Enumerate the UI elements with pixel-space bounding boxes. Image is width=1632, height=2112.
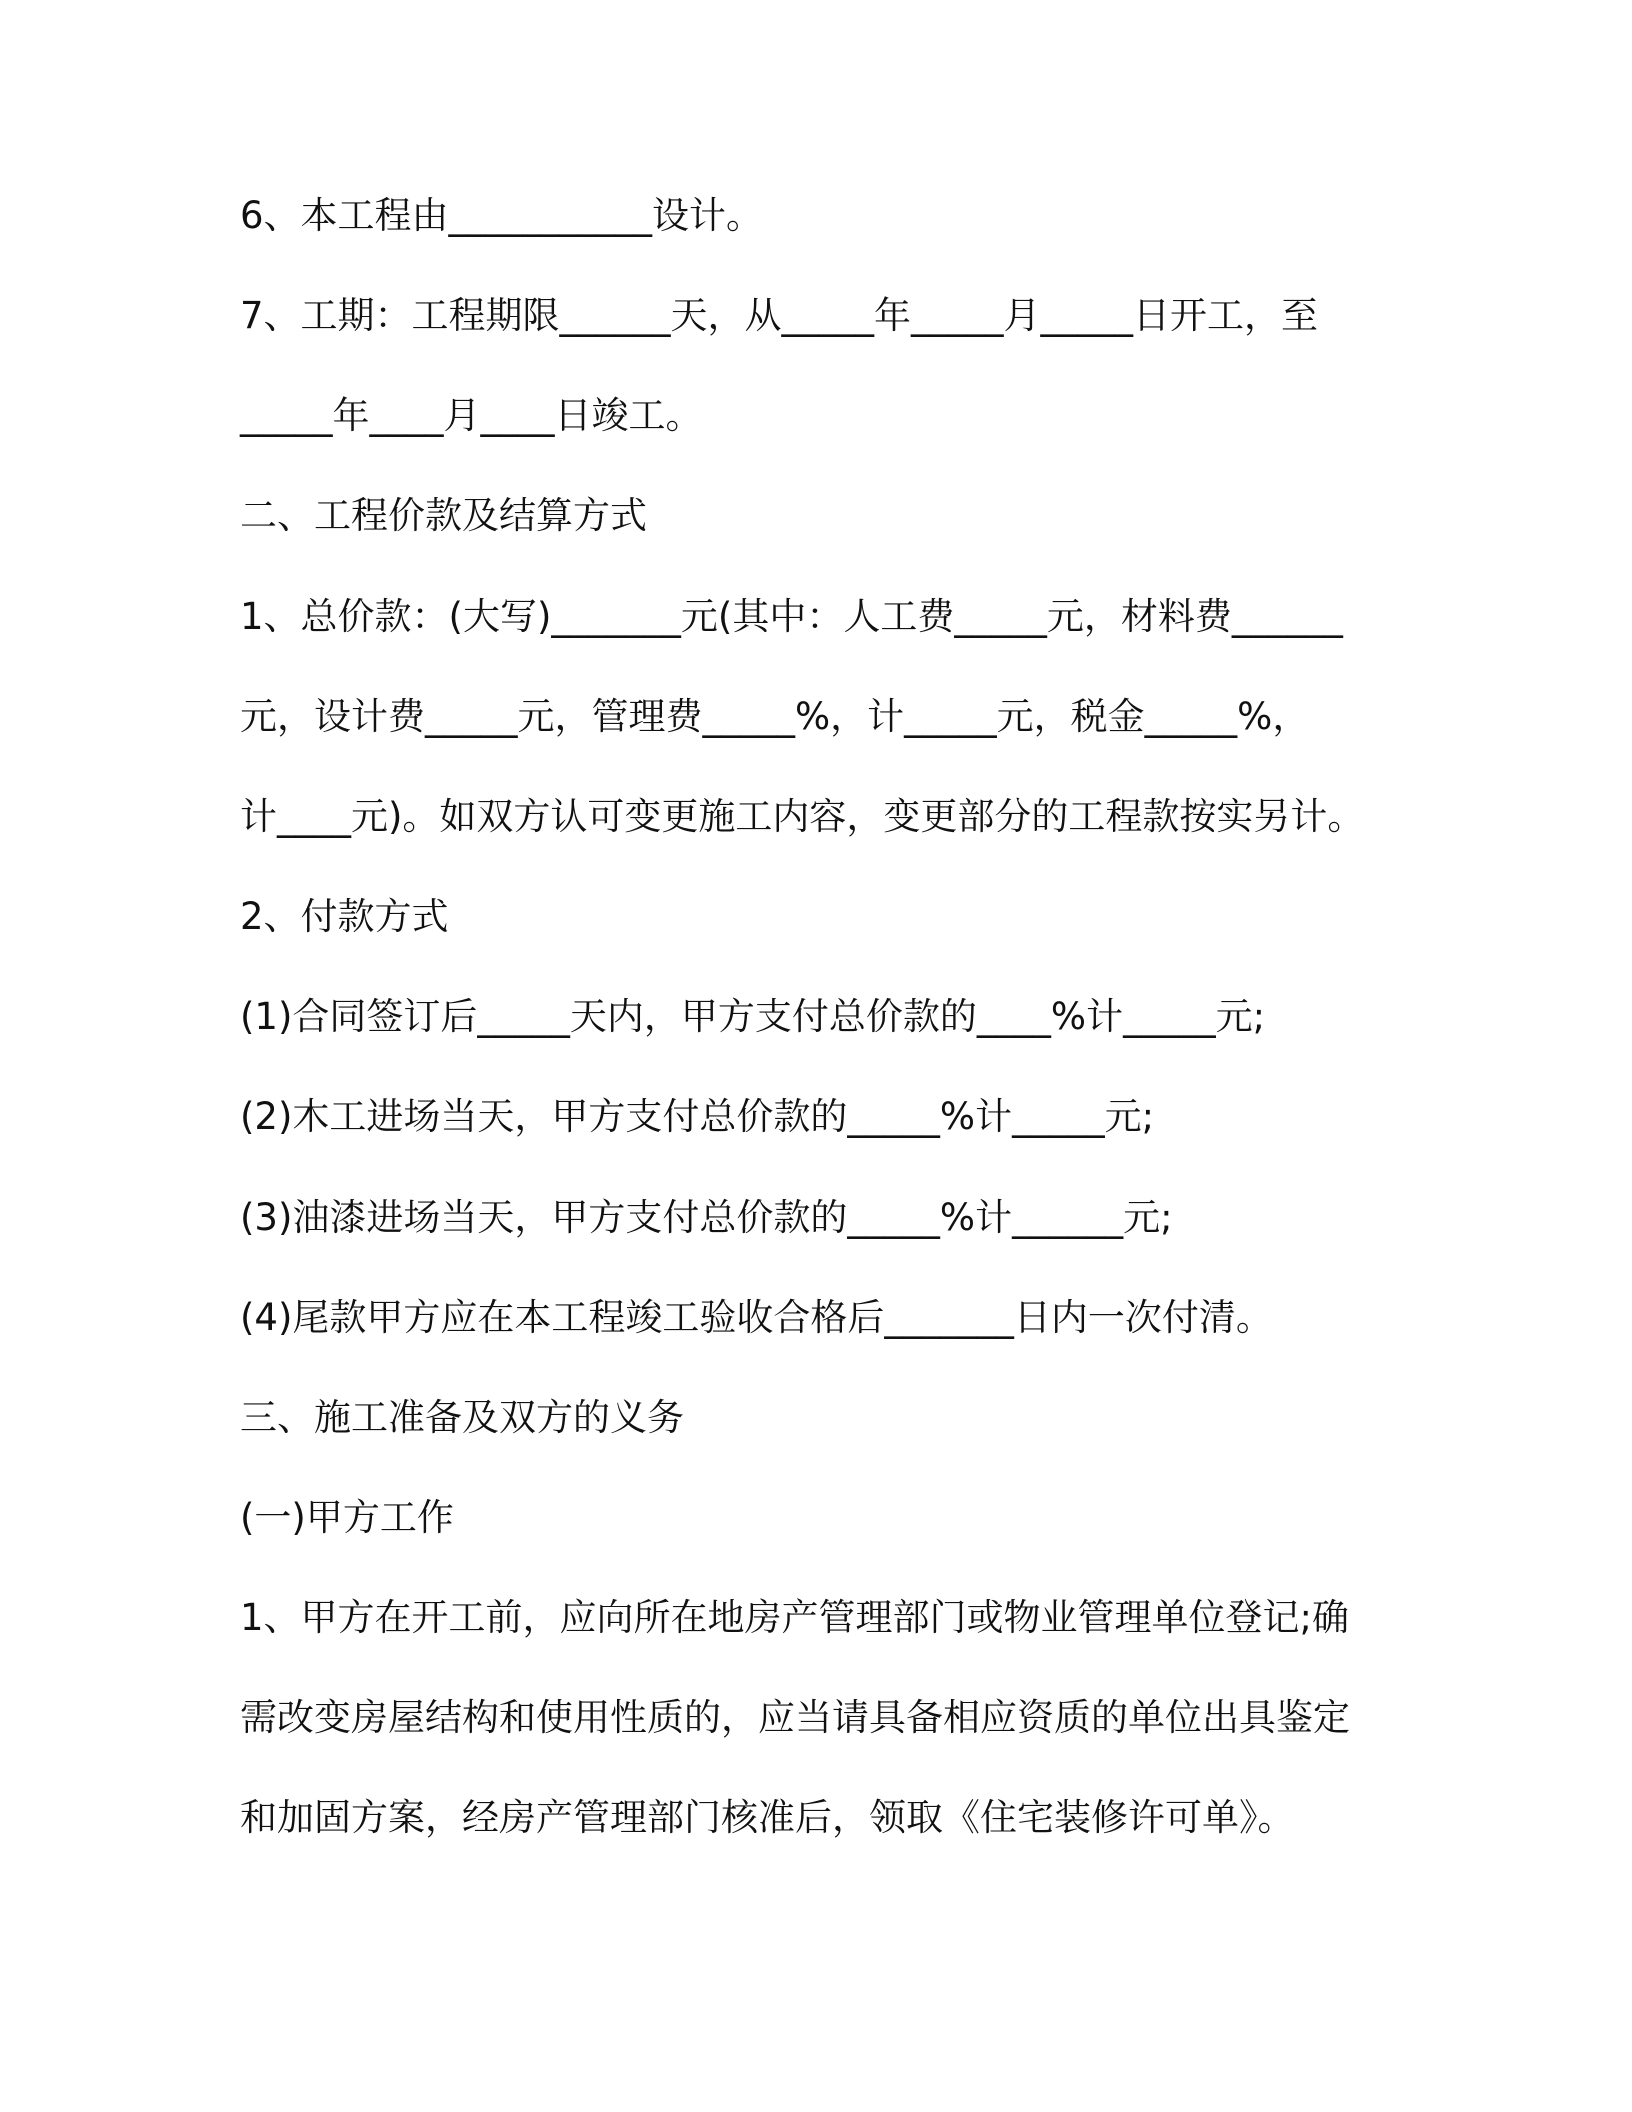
payment-item-4: (4)尾款甲方应在本工程竣工验收合格后_______日内一次付清。 — [240, 1296, 1273, 1339]
clause-7-schedule: 7、工期：工程期限______天，从_____年_____月_____日开工，至 — [240, 294, 1319, 337]
clause-1-change-note: 计____元)。如双方认可变更施工内容，变更部分的工程款按实另计。 — [240, 795, 1365, 838]
clause-1-total-price: 1、总价款：(大写)_______元(其中：人工费_____元，材料费______ — [240, 595, 1343, 638]
payment-item-2: (2)木工进场当天，甲方支付总价款的_____%计_____元; — [240, 1095, 1155, 1138]
party-a-duty-line-1: 1、甲方在开工前，应向所在地房产管理部门或物业管理单位登记;确 — [240, 1596, 1350, 1639]
payment-item-1: (1)合同签订后_____天内，甲方支付总价款的____%计_____元; — [240, 995, 1266, 1038]
party-a-duty-line-2: 需改变房屋结构和使用性质的，应当请具备相应资质的单位出具鉴定 — [240, 1696, 1350, 1739]
subsection-party-a-heading: (一)甲方工作 — [240, 1496, 454, 1539]
section-2-heading: 二、工程价款及结算方式 — [240, 494, 647, 537]
clause-1-fees: 元，设计费_____元，管理费_____%，计_____元，税金_____%， — [240, 695, 1310, 738]
clause-6-design: 6、本工程由___________设计。 — [240, 194, 764, 237]
clause-7-completion: _____年____月____日竣工。 — [240, 394, 703, 437]
clause-2-payment-heading: 2、付款方式 — [240, 895, 449, 938]
payment-item-3: (3)油漆进场当天，甲方支付总价款的_____%计______元; — [240, 1196, 1173, 1239]
section-3-heading: 三、施工准备及双方的义务 — [240, 1396, 684, 1439]
party-a-duty-line-3: 和加固方案，经房产管理部门核准后，领取《住宅装修许可单》。 — [240, 1796, 1295, 1839]
